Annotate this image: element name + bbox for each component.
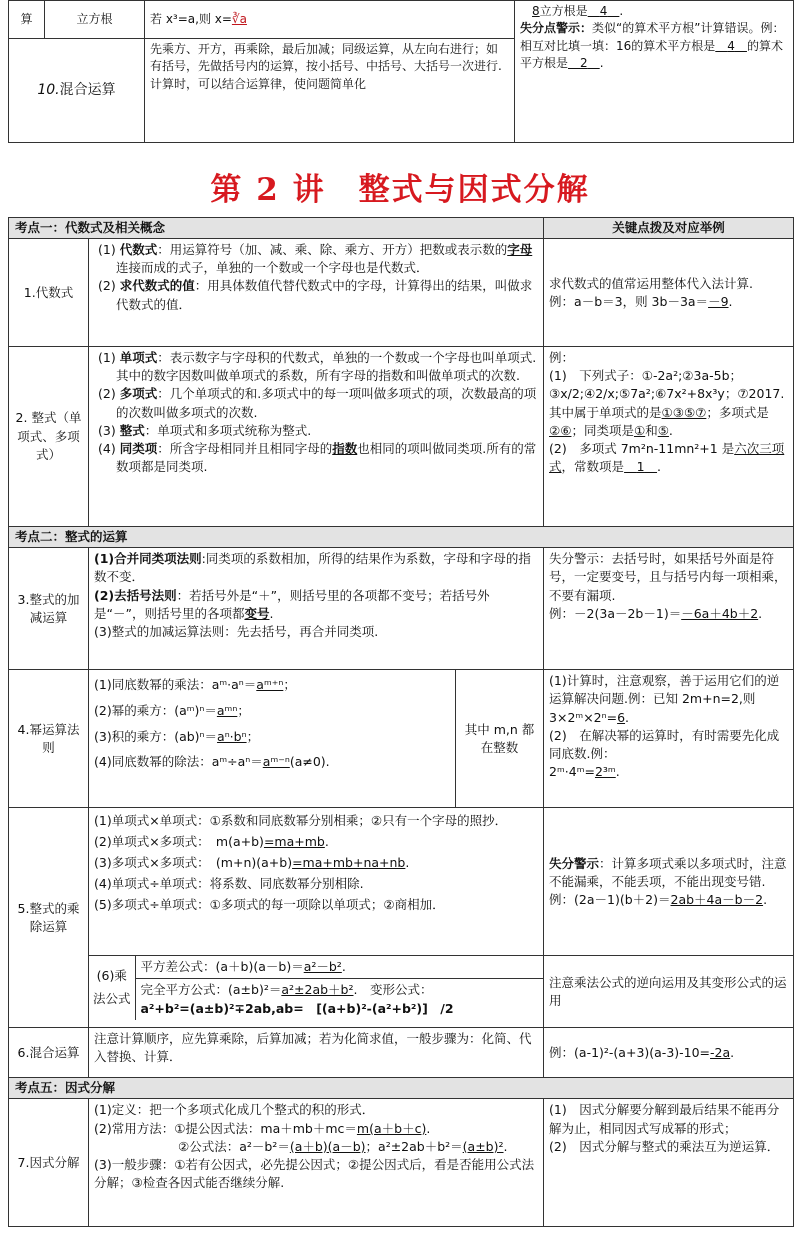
s7-item4: (3)一般步骤：①若有公因式，必先提公因式；②提公因式后，看是否能用公式法分解；③检查各因式能否继续分解. xyxy=(94,1156,535,1190)
s1-right-ans: －9 xyxy=(708,293,729,309)
s4-r-1b: 6 xyxy=(617,709,626,725)
s5-item1: (1)单项式×单项式：①系数和同底数幂分别相乘；②只有一个字母的照抄． xyxy=(94,813,508,829)
cube-root-def: 若 x³=a,则 x= xyxy=(150,11,232,26)
content-mul-div xyxy=(89,808,544,956)
s4-r-2a: (2) 在解决幂的运算时，有时需要先化成同底数.例： xyxy=(549,727,780,761)
f1-b: . xyxy=(341,959,346,975)
s5-i3-a: (3)多项式×多项式： (m+n)(a+b) xyxy=(94,855,293,871)
s4-r-1c: . xyxy=(625,709,630,725)
s1-i1-num: (1) xyxy=(98,242,116,258)
s2-i1-num: (1) xyxy=(98,350,116,366)
s3-i2-b: . xyxy=(269,605,274,621)
s5-r-ans: 2ab＋4a－b－2 xyxy=(670,891,764,907)
s5-i3-u: =ma+mb+na+nb xyxy=(292,855,406,871)
s5-r-end: . xyxy=(763,891,768,907)
row-mul-div xyxy=(9,808,794,956)
content-algebraic-expr xyxy=(89,239,544,347)
f2-a: 完全平方公式：(a±b)²＝ xyxy=(140,982,282,998)
s3-i1-bold: (1)合并同类项法则 xyxy=(94,551,202,567)
f1-u: a²－b² xyxy=(303,959,342,975)
s5-r-ex: 例：(2a－1)(b＋2)＝ xyxy=(549,891,671,907)
right-formulas: 注意乘法公式的逆向运用及其变形公式的运用 xyxy=(544,956,794,1028)
s4-i4-a: (4)同底数幂的除法：aᵐ÷aⁿ＝ xyxy=(94,754,263,770)
s4-i2-ans: aᵐⁿ xyxy=(216,702,238,718)
mixed-text: 混合运算 xyxy=(59,82,116,99)
s2-r-2a: (2) 多项式 7m²n-11mn²+1 是 xyxy=(549,440,735,456)
content-add-sub xyxy=(89,548,544,670)
s4-r-2d: . xyxy=(615,763,620,779)
s2-i2-num: (2) xyxy=(98,386,116,402)
s4-r-2b: 2ᵐ·4ᵐ= xyxy=(549,763,595,779)
s2-i4-b: 也相同的项叫做同类项.所有的常数项都是同类项. xyxy=(116,440,537,474)
label-mixed: 6.混合运算 xyxy=(9,1028,89,1078)
s2-r-1i: . xyxy=(668,422,673,438)
s2-i4-a: ：所含字母相同并且相同字母的 xyxy=(157,440,333,456)
s5-item2 xyxy=(94,831,538,852)
s2-r-1b: ①③⑤⑦ xyxy=(661,404,707,420)
warn-mid: 的算术平方根是 xyxy=(520,38,783,71)
s7-i3-u2: (a±b)² xyxy=(462,1138,504,1154)
s5-item3 xyxy=(94,852,538,873)
right-mixed xyxy=(544,1028,794,1078)
s2-item4 xyxy=(94,440,538,476)
s5-item5: (5)多项式÷单项式：①多项式的每一项除以单项式；②商相加． xyxy=(94,897,445,913)
s7-i2-b: . xyxy=(426,1120,431,1136)
s1-right-text: 求代数式的值常运用整体代入法计算. xyxy=(549,275,754,291)
s7-r-1: (1) 因式分解要分解到最后结果不能再分解为止，相同因式写成幂的形式； xyxy=(549,1102,780,1136)
s2-r-1d: ②⑥ xyxy=(549,422,572,438)
s4-item2 xyxy=(94,698,450,724)
s2-i4-bold: 同类项 xyxy=(119,440,158,456)
s7-i2-u: m(a＋b＋c) xyxy=(356,1120,427,1136)
s4-i1-a: (1)同底数幂的乘法：aᵐ·aⁿ＝ xyxy=(94,677,257,693)
warn-text: 类似“的算术平方根”计算错误。例：相互对比填一填：16的算术平方根是 xyxy=(520,21,785,53)
formula-2 xyxy=(135,979,543,1020)
mixed-num: 10. xyxy=(37,82,60,99)
f2-u: a²±2ab＋b² xyxy=(281,982,354,998)
s1-right-ex: 例：a－b＝3，则 3b－3a＝ xyxy=(549,293,709,309)
cube-root-warning xyxy=(520,20,788,72)
power-note: 其中 m,n 都在整数 xyxy=(456,670,544,808)
s2-r-2 xyxy=(549,440,788,476)
s3-i1-text: :同类项的系数相加，所得的结果作为系数，字母和字母的指数不变． xyxy=(94,551,531,585)
s1-i2-num: (2) xyxy=(98,278,116,294)
s3-item2 xyxy=(94,587,538,623)
s5-i2-u: =ma+mb xyxy=(263,834,325,850)
s2-r-1 xyxy=(549,367,788,440)
warn-blank2: 2 xyxy=(580,56,588,71)
s5-r-example xyxy=(549,891,788,909)
s1-item2 xyxy=(94,277,538,313)
top-col0: 算 xyxy=(9,1,45,39)
s7-item1: (1)定义：把一个多项式化成几个整式的积的形式． xyxy=(94,1102,375,1118)
f2-b: . 变形公式： xyxy=(353,982,433,998)
row-power xyxy=(9,670,794,808)
content-power xyxy=(89,670,456,808)
section-2-title: 考点二：整式的运算 xyxy=(9,527,794,548)
s2-r-2d: 1 xyxy=(636,458,645,474)
section-5-title: 考点五：因式分解 xyxy=(9,1078,794,1099)
mixed-content: 先乘方、开方，再乘除，最后加减；同级运算，从左向右进行；如有括号，先做括号内的运算，按小括号、中括号、大括号一次进行.计算时，可以结合运算律，使问题简单化 xyxy=(145,39,515,143)
s5-i3-b: . xyxy=(405,855,410,871)
s7-i2-a: (2)常用方法：①提公因式法：ma＋mb＋mc＝ xyxy=(94,1120,357,1136)
header-row xyxy=(9,218,794,239)
s5-item4: (4)单项式÷单项式：将系数、同底数幂分别相除. xyxy=(94,876,364,892)
s4-i3-ans: aⁿ·bⁿ xyxy=(217,728,247,744)
s3-r-end: . xyxy=(758,605,763,621)
s3-item3: (3)整式的加减运算法则：先去括号，再合并同类项. xyxy=(94,623,379,639)
header-right: 关键点拨及对应举例 xyxy=(544,218,794,239)
s4-i4-end: (a≠0). xyxy=(289,754,330,770)
formula-2-line1 xyxy=(141,981,539,999)
s4-i2-end: ； xyxy=(237,702,250,718)
s7-i3-u: (a＋b)(a－b) xyxy=(289,1138,366,1154)
s2-i1-text: ：表示数字与字母积的代数式，单独的一个数或一个字母也叫单项式.其中的数字因数叫做单项式的系数，所有字母的指数和叫做单项式的次数. xyxy=(116,350,537,384)
formula-1 xyxy=(135,956,543,979)
s3-item1 xyxy=(94,550,538,586)
s4-i1-end: ； xyxy=(283,677,296,693)
s3-r-example xyxy=(549,605,788,623)
top-row-cube-root xyxy=(9,1,794,39)
top-table xyxy=(8,0,794,143)
s2-r-2b: 六次三项式 xyxy=(549,440,785,474)
label-polynomial: 2. 整式（单项式、多项式） xyxy=(9,347,89,527)
row-algebraic-expr xyxy=(9,239,794,347)
s4-item3 xyxy=(94,724,450,750)
section-row-5 xyxy=(9,1078,794,1099)
s5-r-warn-text: ：计算多项式乘以多项式时，注意不能漏乘，不能丢项，不能出现变号错. xyxy=(549,855,787,889)
label-power: 4.幂运算法则 xyxy=(9,670,89,808)
label-algebraic-expr: 1.代数式 xyxy=(9,239,89,347)
s3-i2-u: 变号 xyxy=(244,605,270,621)
mixed-label xyxy=(9,39,145,143)
s7-item2 xyxy=(94,1120,538,1138)
content-mixed: 注意计算顺序，应先算乘除，后算加减；若为化简求值，一般步骤为：化简、代入替换、计算． xyxy=(89,1028,544,1078)
row-add-sub xyxy=(9,548,794,670)
s6-r-ex: 例：(a-1)²-(a+3)(a-3)-10= xyxy=(549,1044,711,1060)
right-algebraic-expr xyxy=(544,239,794,347)
row-formulas xyxy=(9,956,794,1028)
s5-i2-b: . xyxy=(324,834,329,850)
s2-r-ex: 例： xyxy=(549,350,575,366)
s2-r-1g: 和 xyxy=(645,422,658,438)
formula-3: a²+b²=(a±b)²∓2ab,ab= [(a+b)²-(a²+b²)] /2 xyxy=(140,1000,454,1016)
label-mul-div: 5.整式的乘除运算 xyxy=(9,808,89,1028)
s1-i2-bold: 求代数式的值 xyxy=(119,278,195,294)
s2-r-1e: ；同类项是 xyxy=(571,422,634,438)
warn-end: . xyxy=(599,56,604,71)
s2-i3-text: ：单项式和多项式统称为整式. xyxy=(144,422,312,438)
s1-i1-a: ：用运算符号（加、减、乘、除、乘方、开方）把数或表示数的 xyxy=(157,242,508,258)
content-factorization xyxy=(89,1099,544,1227)
s2-r-2e: . xyxy=(657,458,662,474)
s3-i2-bold: (2)去括号法则 xyxy=(94,587,177,603)
s2-i4-num: (4) xyxy=(98,440,116,456)
s4-r-2 xyxy=(549,727,788,781)
s3-r-ex: 例：－2(3a－2b－1)＝ xyxy=(549,605,682,621)
section-row-2 xyxy=(9,527,794,548)
s6-r-ans: -2a xyxy=(710,1044,731,1060)
s7-r-2: (2) 因式分解与整式的乘法互为逆运算． xyxy=(549,1138,780,1154)
s7-i3-b: ；a²±2ab＋b²＝ xyxy=(365,1138,463,1154)
content-polynomial xyxy=(89,347,544,527)
s2-i3-bold: 整式 xyxy=(119,422,145,438)
cube-root-label: 立方根 xyxy=(45,1,145,39)
label-factorization: 7.因式分解 xyxy=(9,1099,89,1227)
s1-i1-u: 字母 xyxy=(507,242,533,258)
s2-i2-text: ：几个单项式的和.多项式中的每一项叫做多项式的项，次数最高的项的次数叫做多项式的次数. xyxy=(116,386,537,420)
s2-i3-num: (3) xyxy=(98,422,116,438)
s7-item3 xyxy=(94,1138,538,1156)
right-polynomial xyxy=(544,347,794,527)
right-mul-div xyxy=(544,808,794,956)
row-mixed xyxy=(9,1028,794,1078)
right-add-sub xyxy=(544,548,794,670)
s2-i2-bold: 多项式 xyxy=(119,386,158,402)
s5-r-warn xyxy=(549,855,788,891)
warn-label: 失分点警示： xyxy=(520,21,593,36)
s3-r-warn: 失分警示：去括号时，如果括号外面是符号，一定要变号，且与括号内每一项相乘，不要有漏项. xyxy=(549,551,787,603)
dot: . xyxy=(619,4,624,18)
content-formulas xyxy=(89,956,544,1028)
cube-root-right xyxy=(515,1,794,143)
s1-item1 xyxy=(94,241,538,277)
cube-root-value: ∛a xyxy=(231,11,247,26)
s7-i3-a: ②公式法：a²－b²＝ xyxy=(178,1138,290,1154)
s3-i2-a: ：若括号外是“＋”，则括号里的各项都不变号；若括号外是“－”，则括号里的各项都 xyxy=(94,587,490,621)
blank-4: 4 xyxy=(599,4,608,18)
warn-blank1: 4 xyxy=(727,38,735,53)
s4-i4-ans: aᵐ⁻ⁿ xyxy=(262,754,290,770)
s2-r-1h: ⑤ xyxy=(657,422,669,438)
s2-item2 xyxy=(94,385,538,421)
s2-i4-u: 指数 xyxy=(332,440,358,456)
s1-right-end: . xyxy=(728,293,733,309)
page-title: 第 2 讲 整式与因式分解 xyxy=(210,172,590,208)
blank-8: 8 xyxy=(532,4,540,18)
s2-i1-bold: 单项式 xyxy=(119,350,158,366)
s6-r-end: . xyxy=(730,1044,735,1060)
s4-item1 xyxy=(94,672,450,698)
main-table xyxy=(8,217,794,1227)
s2-r-1a: (1) 下列式子：①-2a²;②3a-5b；③x/2;④2/x;⑤7a²;⑥7x²+8x³y；⑦2017.其中属于单项式的是 xyxy=(549,368,785,420)
s1-right-example xyxy=(549,293,788,311)
s7-i3-c: . xyxy=(503,1138,508,1154)
right-factorization xyxy=(544,1099,794,1227)
s1-i1-bold: 代数式 xyxy=(119,242,158,258)
s4-i1-ans: aᵐ⁺ⁿ xyxy=(256,677,284,693)
row-polynomial xyxy=(9,347,794,527)
s4-i3-a: (3)积的乘方：(ab)ⁿ＝ xyxy=(94,728,218,744)
s5-r-warn-b: 失分警示 xyxy=(549,855,600,871)
s4-i2-a: (2)幂的乘方：(aᵐ)ⁿ＝ xyxy=(94,702,217,718)
label-add-sub: 3.整式的加减运算 xyxy=(9,548,89,670)
s2-r-2c: ，常数项是 xyxy=(561,458,625,474)
cube-root-text: 立方根是 xyxy=(539,4,588,18)
s1-i1-b: 连接而成的式子，单独的一个数或一个字母也是代数式． xyxy=(116,260,429,276)
formula-label: (6)乘法公式 xyxy=(89,956,135,1019)
s5-i2-a: (2)单项式×多项式： m(a+b) xyxy=(94,834,264,850)
s2-r-1c: ；多项式是 xyxy=(706,404,769,420)
s4-r-2c: 2³ᵐ xyxy=(594,763,616,779)
header-left: 考点一：代数式及相关概念 xyxy=(9,218,544,239)
s4-r-1 xyxy=(549,672,788,726)
s2-item3 xyxy=(94,422,538,440)
formula-table xyxy=(89,956,543,1019)
s2-item1 xyxy=(94,349,538,385)
cube-root-content xyxy=(145,1,515,39)
right-power xyxy=(544,670,794,808)
s4-item4 xyxy=(94,749,450,775)
s1-i2-text: ：用具体数值代替代数式中的字母，计算得出的结果，叫做求代数式的值． xyxy=(116,278,533,312)
s2-r-1f: ① xyxy=(633,422,646,438)
s4-i3-end: ； xyxy=(246,728,260,744)
s3-r-ans: －6a＋4b＋2 xyxy=(681,605,759,621)
cube-root-example xyxy=(520,3,788,20)
row-factorization xyxy=(9,1099,794,1227)
f1-a: 平方差公式：(a＋b)(a－b)＝ xyxy=(140,959,304,975)
s4-r-1a: (1)计算时，注意观察，善于运用它们的逆运算解决问题.例：已知 2m+n=2,则 3×2ᵐ×2ⁿ= xyxy=(549,673,780,725)
